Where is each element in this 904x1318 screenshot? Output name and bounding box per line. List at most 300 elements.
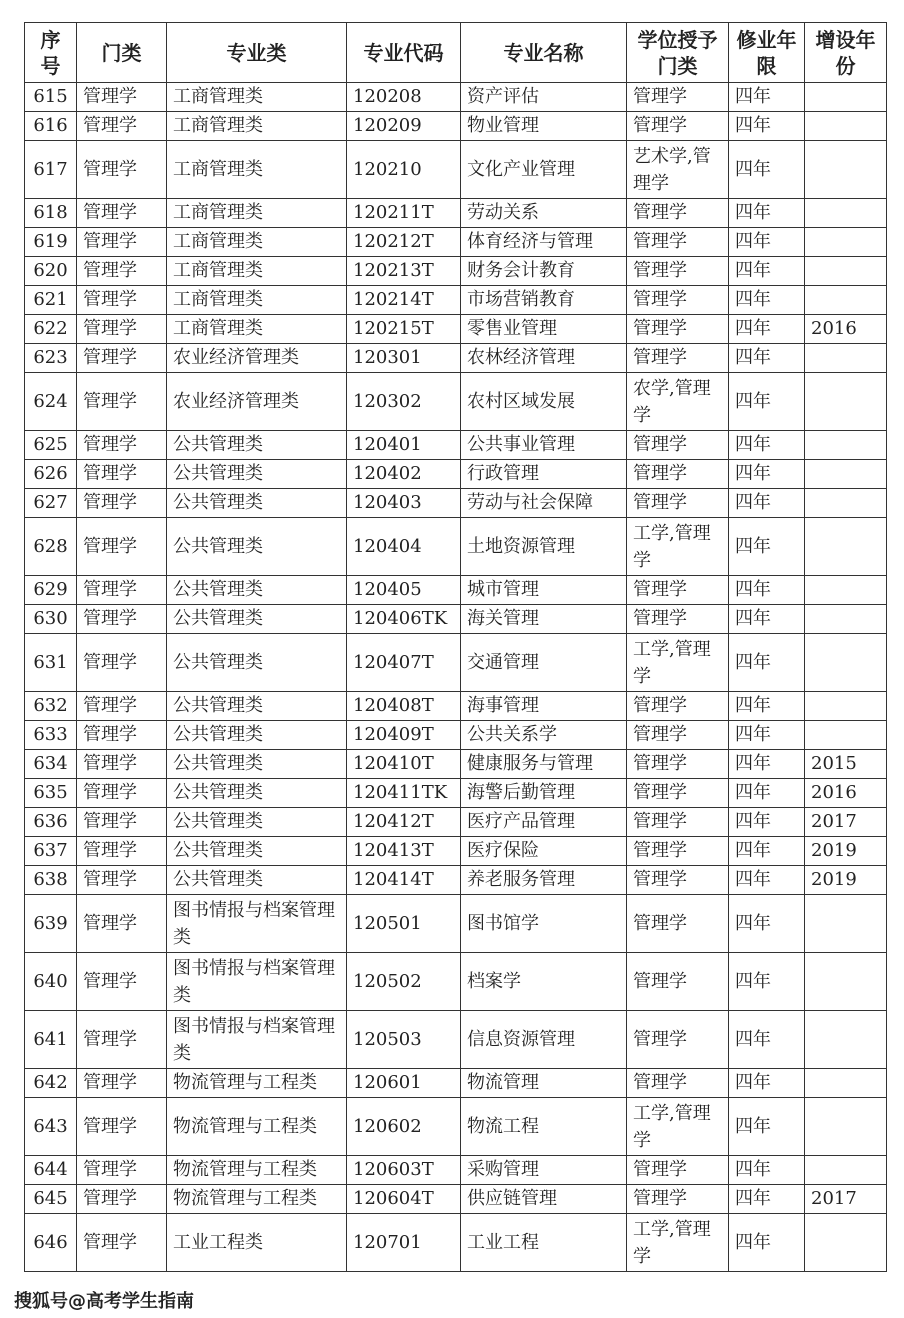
cell-seq: 634: [25, 750, 77, 779]
cell-category: 管理学: [77, 83, 167, 112]
cell-degree: 管理学: [627, 83, 729, 112]
cell-name: 劳动与社会保障: [461, 489, 627, 518]
cell-code: 120215T: [347, 315, 461, 344]
majors-table: [24, 22, 887, 1272]
cell-class: 公共管理类: [167, 634, 347, 692]
cell-seq: 644: [25, 1156, 77, 1185]
cell-duration: 四年: [729, 518, 805, 576]
cell-year: [805, 1214, 887, 1272]
cell-code: 120602: [347, 1098, 461, 1156]
cell-code: 120214T: [347, 286, 461, 315]
cell-name: 农林经济管理: [461, 344, 627, 373]
cell-duration: 四年: [729, 750, 805, 779]
cell-code: 120210: [347, 141, 461, 199]
cell-seq: 621: [25, 286, 77, 315]
table-row: [25, 431, 887, 460]
cell-class: 公共管理类: [167, 605, 347, 634]
cell-category: 管理学: [77, 576, 167, 605]
cell-year: [805, 286, 887, 315]
cell-name: 工业工程: [461, 1214, 627, 1272]
table-row: [25, 199, 887, 228]
cell-code: 120501: [347, 895, 461, 953]
cell-class: 图书情报与档案管理类: [167, 1011, 347, 1069]
cell-degree: 管理学: [627, 779, 729, 808]
cell-class: 农业经济管理类: [167, 373, 347, 431]
header-code: 专业代码: [347, 23, 461, 83]
cell-name: 物流工程: [461, 1098, 627, 1156]
cell-degree: 管理学: [627, 286, 729, 315]
table-header: [25, 23, 887, 83]
cell-duration: 四年: [729, 431, 805, 460]
cell-category: 管理学: [77, 518, 167, 576]
cell-seq: 642: [25, 1069, 77, 1098]
cell-code: 120407T: [347, 634, 461, 692]
cell-year: [805, 373, 887, 431]
cell-degree: 管理学: [627, 866, 729, 895]
cell-year: [805, 199, 887, 228]
cell-duration: 四年: [729, 837, 805, 866]
cell-name: 文化产业管理: [461, 141, 627, 199]
cell-duration: 四年: [729, 721, 805, 750]
cell-degree: 工学,管理学: [627, 518, 729, 576]
cell-duration: 四年: [729, 605, 805, 634]
cell-name: 图书馆学: [461, 895, 627, 953]
cell-duration: 四年: [729, 1185, 805, 1214]
table-row: [25, 576, 887, 605]
cell-seq: 645: [25, 1185, 77, 1214]
table-row: [25, 460, 887, 489]
cell-class: 图书情报与档案管理类: [167, 953, 347, 1011]
header-class: 专业类: [167, 23, 347, 83]
cell-degree: 管理学: [627, 750, 729, 779]
cell-class: 公共管理类: [167, 692, 347, 721]
cell-year: [805, 257, 887, 286]
cell-code: 120413T: [347, 837, 461, 866]
cell-year: 2016: [805, 779, 887, 808]
cell-code: 120211T: [347, 199, 461, 228]
cell-class: 公共管理类: [167, 808, 347, 837]
cell-degree: 管理学: [627, 895, 729, 953]
cell-name: 体育经济与管理: [461, 228, 627, 257]
header-category: 门类: [77, 23, 167, 83]
cell-year: [805, 518, 887, 576]
cell-code: 120604T: [347, 1185, 461, 1214]
cell-duration: 四年: [729, 1069, 805, 1098]
cell-code: 120414T: [347, 866, 461, 895]
cell-year: 2016: [805, 315, 887, 344]
table-row: [25, 1214, 887, 1272]
cell-name: 物流管理: [461, 1069, 627, 1098]
cell-category: 管理学: [77, 199, 167, 228]
cell-class: 工商管理类: [167, 112, 347, 141]
cell-year: 2015: [805, 750, 887, 779]
cell-duration: 四年: [729, 692, 805, 721]
cell-class: 公共管理类: [167, 518, 347, 576]
cell-code: 120409T: [347, 721, 461, 750]
cell-category: 管理学: [77, 373, 167, 431]
cell-degree: 管理学: [627, 1156, 729, 1185]
cell-degree: 管理学: [627, 721, 729, 750]
cell-degree: 管理学: [627, 808, 729, 837]
cell-year: [805, 721, 887, 750]
table-row: [25, 1156, 887, 1185]
cell-class: 工商管理类: [167, 286, 347, 315]
table-row: [25, 344, 887, 373]
cell-year: [805, 576, 887, 605]
cell-year: 2017: [805, 1185, 887, 1214]
cell-seq: 641: [25, 1011, 77, 1069]
cell-seq: 632: [25, 692, 77, 721]
cell-seq: 646: [25, 1214, 77, 1272]
cell-seq: 618: [25, 199, 77, 228]
cell-degree: 管理学: [627, 1011, 729, 1069]
table-row: [25, 286, 887, 315]
cell-code: 120412T: [347, 808, 461, 837]
cell-year: 2017: [805, 808, 887, 837]
cell-year: [805, 460, 887, 489]
cell-category: 管理学: [77, 721, 167, 750]
cell-degree: 管理学: [627, 837, 729, 866]
cell-degree: 农学,管理学: [627, 373, 729, 431]
cell-class: 公共管理类: [167, 431, 347, 460]
cell-duration: 四年: [729, 866, 805, 895]
cell-class: 公共管理类: [167, 576, 347, 605]
cell-degree: 管理学: [627, 1185, 729, 1214]
cell-class: 公共管理类: [167, 489, 347, 518]
cell-duration: 四年: [729, 315, 805, 344]
cell-category: 管理学: [77, 286, 167, 315]
cell-duration: 四年: [729, 634, 805, 692]
cell-year: [805, 634, 887, 692]
table-row: [25, 228, 887, 257]
cell-code: 120701: [347, 1214, 461, 1272]
table-row: [25, 953, 887, 1011]
cell-seq: 633: [25, 721, 77, 750]
cell-category: 管理学: [77, 1156, 167, 1185]
table-row: [25, 83, 887, 112]
cell-duration: 四年: [729, 953, 805, 1011]
cell-code: 120213T: [347, 257, 461, 286]
cell-name: 公共关系学: [461, 721, 627, 750]
cell-duration: 四年: [729, 576, 805, 605]
cell-duration: 四年: [729, 1214, 805, 1272]
cell-seq: 630: [25, 605, 77, 634]
cell-category: 管理学: [77, 1214, 167, 1272]
table-row: [25, 634, 887, 692]
cell-year: [805, 1156, 887, 1185]
cell-category: 管理学: [77, 895, 167, 953]
cell-code: 120603T: [347, 1156, 461, 1185]
cell-code: 120402: [347, 460, 461, 489]
cell-duration: 四年: [729, 808, 805, 837]
cell-name: 信息资源管理: [461, 1011, 627, 1069]
cell-degree: 管理学: [627, 953, 729, 1011]
cell-name: 交通管理: [461, 634, 627, 692]
cell-code: 120404: [347, 518, 461, 576]
watermark-text: 搜狐号@高考学生指南: [14, 1291, 194, 1312]
cell-degree: 管理学: [627, 692, 729, 721]
header-duration: 修业年限: [729, 23, 805, 83]
table-row: [25, 837, 887, 866]
cell-year: [805, 605, 887, 634]
cell-seq: 617: [25, 141, 77, 199]
cell-degree: 管理学: [627, 344, 729, 373]
cell-class: 公共管理类: [167, 750, 347, 779]
cell-duration: 四年: [729, 1156, 805, 1185]
cell-year: [805, 1011, 887, 1069]
cell-degree: 工学,管理学: [627, 634, 729, 692]
table-row: [25, 489, 887, 518]
cell-name: 海关管理: [461, 605, 627, 634]
cell-name: 档案学: [461, 953, 627, 1011]
cell-seq: 624: [25, 373, 77, 431]
cell-category: 管理学: [77, 112, 167, 141]
cell-duration: 四年: [729, 199, 805, 228]
cell-category: 管理学: [77, 779, 167, 808]
cell-code: 120302: [347, 373, 461, 431]
cell-duration: 四年: [729, 1098, 805, 1156]
cell-category: 管理学: [77, 1011, 167, 1069]
cell-duration: 四年: [729, 895, 805, 953]
cell-degree: 管理学: [627, 257, 729, 286]
cell-class: 物流管理与工程类: [167, 1156, 347, 1185]
cell-year: [805, 141, 887, 199]
table-row: [25, 518, 887, 576]
cell-degree: 管理学: [627, 228, 729, 257]
cell-name: 零售业管理: [461, 315, 627, 344]
cell-year: [805, 83, 887, 112]
cell-category: 管理学: [77, 866, 167, 895]
cell-category: 管理学: [77, 1098, 167, 1156]
header-year: 增设年份: [805, 23, 887, 83]
cell-code: 120410T: [347, 750, 461, 779]
cell-class: 工商管理类: [167, 141, 347, 199]
cell-duration: 四年: [729, 779, 805, 808]
cell-category: 管理学: [77, 1069, 167, 1098]
cell-seq: 631: [25, 634, 77, 692]
cell-seq: 640: [25, 953, 77, 1011]
cell-degree: 管理学: [627, 199, 729, 228]
cell-seq: 623: [25, 344, 77, 373]
cell-class: 工商管理类: [167, 257, 347, 286]
cell-duration: 四年: [729, 257, 805, 286]
cell-name: 采购管理: [461, 1156, 627, 1185]
cell-duration: 四年: [729, 112, 805, 141]
cell-code: 120403: [347, 489, 461, 518]
cell-seq: 636: [25, 808, 77, 837]
header-name: 专业名称: [461, 23, 627, 83]
cell-degree: 管理学: [627, 460, 729, 489]
table-row: [25, 779, 887, 808]
cell-year: [805, 228, 887, 257]
cell-seq: 639: [25, 895, 77, 953]
cell-code: 120601: [347, 1069, 461, 1098]
cell-duration: 四年: [729, 286, 805, 315]
cell-duration: 四年: [729, 489, 805, 518]
cell-name: 海事管理: [461, 692, 627, 721]
cell-code: 120502: [347, 953, 461, 1011]
cell-year: [805, 431, 887, 460]
table-row: [25, 605, 887, 634]
cell-year: 2019: [805, 837, 887, 866]
cell-code: 120503: [347, 1011, 461, 1069]
cell-name: 海警后勤管理: [461, 779, 627, 808]
cell-degree: 管理学: [627, 315, 729, 344]
table-body: [25, 83, 887, 1272]
cell-degree: 工学,管理学: [627, 1214, 729, 1272]
cell-code: 120405: [347, 576, 461, 605]
cell-category: 管理学: [77, 489, 167, 518]
cell-category: 管理学: [77, 605, 167, 634]
cell-seq: 619: [25, 228, 77, 257]
cell-class: 工商管理类: [167, 315, 347, 344]
cell-name: 物业管理: [461, 112, 627, 141]
cell-year: [805, 895, 887, 953]
cell-category: 管理学: [77, 808, 167, 837]
cell-code: 120208: [347, 83, 461, 112]
cell-class: 工商管理类: [167, 199, 347, 228]
cell-class: 工商管理类: [167, 83, 347, 112]
cell-duration: 四年: [729, 141, 805, 199]
cell-seq: 628: [25, 518, 77, 576]
cell-class: 公共管理类: [167, 460, 347, 489]
cell-name: 养老服务管理: [461, 866, 627, 895]
cell-class: 农业经济管理类: [167, 344, 347, 373]
cell-year: 2019: [805, 866, 887, 895]
cell-duration: 四年: [729, 228, 805, 257]
cell-duration: 四年: [729, 373, 805, 431]
cell-degree: 管理学: [627, 1069, 729, 1098]
cell-class: 物流管理与工程类: [167, 1069, 347, 1098]
cell-duration: 四年: [729, 344, 805, 373]
cell-seq: 616: [25, 112, 77, 141]
table-row: [25, 721, 887, 750]
table-row: [25, 373, 887, 431]
cell-class: 图书情报与档案管理类: [167, 895, 347, 953]
table-row: [25, 1011, 887, 1069]
header-seq: 序号: [25, 23, 77, 83]
table-row: [25, 1098, 887, 1156]
cell-year: [805, 692, 887, 721]
cell-class: 公共管理类: [167, 721, 347, 750]
cell-name: 劳动关系: [461, 199, 627, 228]
cell-degree: 管理学: [627, 431, 729, 460]
cell-year: [805, 1069, 887, 1098]
cell-seq: 625: [25, 431, 77, 460]
cell-name: 医疗保险: [461, 837, 627, 866]
table-row: [25, 141, 887, 199]
cell-duration: 四年: [729, 1011, 805, 1069]
cell-name: 健康服务与管理: [461, 750, 627, 779]
cell-degree: 工学,管理学: [627, 1098, 729, 1156]
cell-code: 120209: [347, 112, 461, 141]
cell-class: 物流管理与工程类: [167, 1098, 347, 1156]
cell-category: 管理学: [77, 634, 167, 692]
table-row: [25, 692, 887, 721]
cell-category: 管理学: [77, 257, 167, 286]
cell-category: 管理学: [77, 750, 167, 779]
cell-code: 120406TK: [347, 605, 461, 634]
cell-name: 行政管理: [461, 460, 627, 489]
cell-year: [805, 1098, 887, 1156]
cell-seq: 643: [25, 1098, 77, 1156]
cell-degree: 管理学: [627, 489, 729, 518]
cell-seq: 627: [25, 489, 77, 518]
cell-category: 管理学: [77, 692, 167, 721]
cell-year: [805, 112, 887, 141]
cell-seq: 626: [25, 460, 77, 489]
cell-code: 120408T: [347, 692, 461, 721]
cell-degree: 管理学: [627, 576, 729, 605]
table-row: [25, 1069, 887, 1098]
table-row: [25, 1185, 887, 1214]
cell-category: 管理学: [77, 344, 167, 373]
cell-category: 管理学: [77, 431, 167, 460]
cell-category: 管理学: [77, 1185, 167, 1214]
cell-name: 城市管理: [461, 576, 627, 605]
cell-category: 管理学: [77, 953, 167, 1011]
cell-degree: 管理学: [627, 112, 729, 141]
cell-category: 管理学: [77, 228, 167, 257]
cell-name: 医疗产品管理: [461, 808, 627, 837]
cell-seq: 615: [25, 83, 77, 112]
cell-code: 120411TK: [347, 779, 461, 808]
cell-class: 工商管理类: [167, 228, 347, 257]
cell-name: 资产评估: [461, 83, 627, 112]
table-row: [25, 895, 887, 953]
table-row: [25, 866, 887, 895]
cell-duration: 四年: [729, 83, 805, 112]
cell-degree: 管理学: [627, 605, 729, 634]
cell-seq: 635: [25, 779, 77, 808]
cell-category: 管理学: [77, 315, 167, 344]
cell-class: 公共管理类: [167, 779, 347, 808]
cell-category: 管理学: [77, 141, 167, 199]
cell-code: 120401: [347, 431, 461, 460]
cell-name: 财务会计教育: [461, 257, 627, 286]
table-row: [25, 750, 887, 779]
table-row: [25, 257, 887, 286]
cell-year: [805, 344, 887, 373]
cell-seq: 622: [25, 315, 77, 344]
cell-duration: 四年: [729, 460, 805, 489]
cell-category: 管理学: [77, 837, 167, 866]
cell-year: [805, 489, 887, 518]
document-page: [24, 22, 886, 1272]
cell-seq: 637: [25, 837, 77, 866]
cell-name: 农村区域发展: [461, 373, 627, 431]
cell-name: 公共事业管理: [461, 431, 627, 460]
cell-name: 供应链管理: [461, 1185, 627, 1214]
cell-seq: 629: [25, 576, 77, 605]
cell-category: 管理学: [77, 460, 167, 489]
cell-class: 工业工程类: [167, 1214, 347, 1272]
cell-code: 120212T: [347, 228, 461, 257]
header-degree: 学位授予门类: [627, 23, 729, 83]
cell-class: 物流管理与工程类: [167, 1185, 347, 1214]
cell-class: 公共管理类: [167, 866, 347, 895]
cell-code: 120301: [347, 344, 461, 373]
cell-name: 土地资源管理: [461, 518, 627, 576]
cell-degree: 艺术学,管理学: [627, 141, 729, 199]
table-row: [25, 112, 887, 141]
cell-name: 市场营销教育: [461, 286, 627, 315]
cell-seq: 620: [25, 257, 77, 286]
table-row: [25, 808, 887, 837]
table-row: [25, 315, 887, 344]
cell-class: 公共管理类: [167, 837, 347, 866]
cell-year: [805, 953, 887, 1011]
